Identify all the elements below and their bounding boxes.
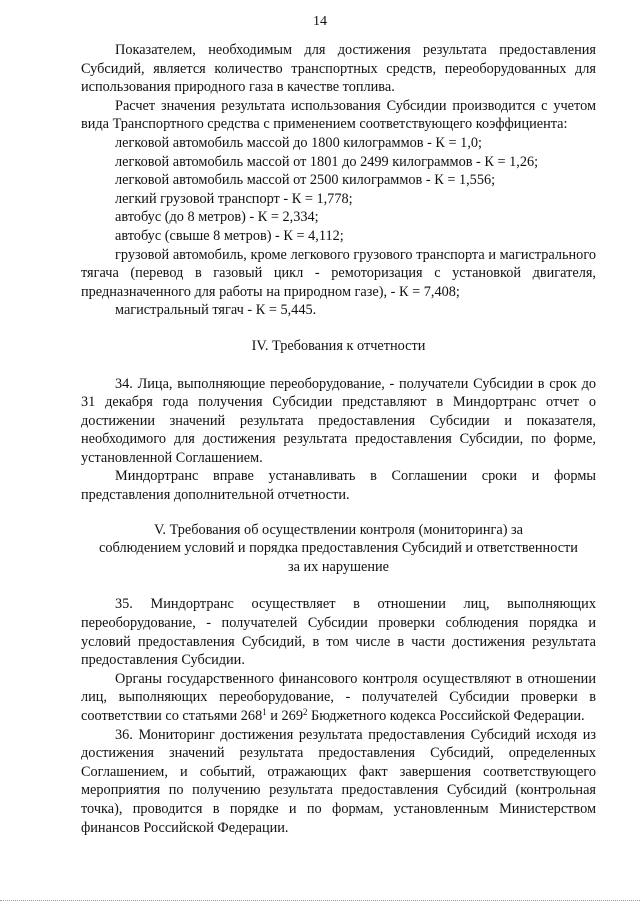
paragraph-34: 34. Лица, выполняющие переоборудование, - получатели Субсидии в срок до 31 декабря года получения Субсидии представляют в Миндортранс отчет о достижении значений результата предоставления Субсидии и показателя, необходимого для достижения результата предоставления Субсидии, по форме, установленной Соглашением.	[81, 375, 596, 466]
section-5-heading-line: V. Требования об осуществлении контроля (мониторинга) за	[153, 521, 524, 538]
footnote-superscript: 1	[262, 707, 267, 717]
paragraph-calculation: Расчет значения результата использования Субсидии производится с учетом вида Транспортного средства с применением соответствующего коэффициента:	[81, 97, 596, 133]
coefficient-item: грузовой автомобиль, кроме легкового грузового транспорта и магистрального тягача (перевод в газовый цикл - ремоторизация с установкой двигателя, предназначенного для работы на природном газе), - К = 7,408;	[81, 246, 596, 300]
paragraph-indicator: Показателем, необходимым для достижения результата предоставления Субсидий, является количество транспортных средств, переоборудованных для использования природного газа в качестве топлива.	[81, 42, 596, 96]
section-5-heading	[81, 521, 596, 577]
scan-edge-line	[0, 900, 640, 901]
coefficient-item: легковой автомобиль массой от 2500 килограммов - К = 1,556;	[115, 172, 496, 189]
coefficient-item: автобус (свыше 8 метров) - К = 4,112;	[115, 227, 344, 244]
coefficient-item: магистральный тягач - К = 5,445.	[115, 302, 317, 319]
control-text-start: Органы государственного финансового контроля осуществляют в отношении лиц, выполняющих переоборудование, - получателей Субсидии проверки в соответствии со статьями 268	[81, 670, 596, 724]
paragraph-35: 35. Миндортранс осуществляет в отношении лиц, выполняющих переоборудование, - получателей Субсидии проверки соблюдения порядка и условий предоставления Субсидий, в том числе в части достижения результата предоставления Субсидии.	[81, 596, 596, 669]
coefficient-item: легкий грузовой транспорт - К = 1,778;	[115, 190, 353, 207]
paragraph-34-additional: Миндортранс вправе устанавливать в Соглашении сроки и формы представления дополнительной отчетности.	[81, 468, 596, 504]
coefficient-list	[81, 134, 596, 320]
coefficient-item: легковой автомобиль массой до 1800 килограммов - К = 1,0;	[115, 134, 483, 151]
section-4-heading: IV. Требования к отчетности	[251, 337, 426, 354]
section-5-heading-line: за их нарушение	[287, 558, 390, 575]
control-text-end: Бюджетного кодекса Российской Федерации.	[307, 708, 585, 724]
paragraph-35-control	[81, 670, 596, 726]
control-text-middle: и 269	[266, 708, 303, 724]
document-body	[81, 41, 596, 837]
coefficient-item: автобус (до 8 метров) - К = 2,334;	[115, 209, 319, 226]
section-5-heading-line: соблюдением условий и порядка предоставления Субсидий и ответственности	[99, 540, 578, 557]
paragraph-36: 36. Мониторинг достижения результата предоставления Субсидий исходя из достижения значений результата предоставления Субсидий, определенных Соглашением, и событий, отражающих факт завершения соответствующего мероприятия по получению результата предоставления Субсидий (контрольная точка), проводится в порядке и по формам, установленным Министерством финансов Российской Федерации.	[81, 726, 596, 836]
coefficient-item: легковой автомобиль массой от 1801 до 2499 килограммов - К = 1,26;	[115, 153, 539, 170]
footnote-superscript: 2	[302, 707, 308, 717]
page-number: 14	[313, 14, 327, 29]
